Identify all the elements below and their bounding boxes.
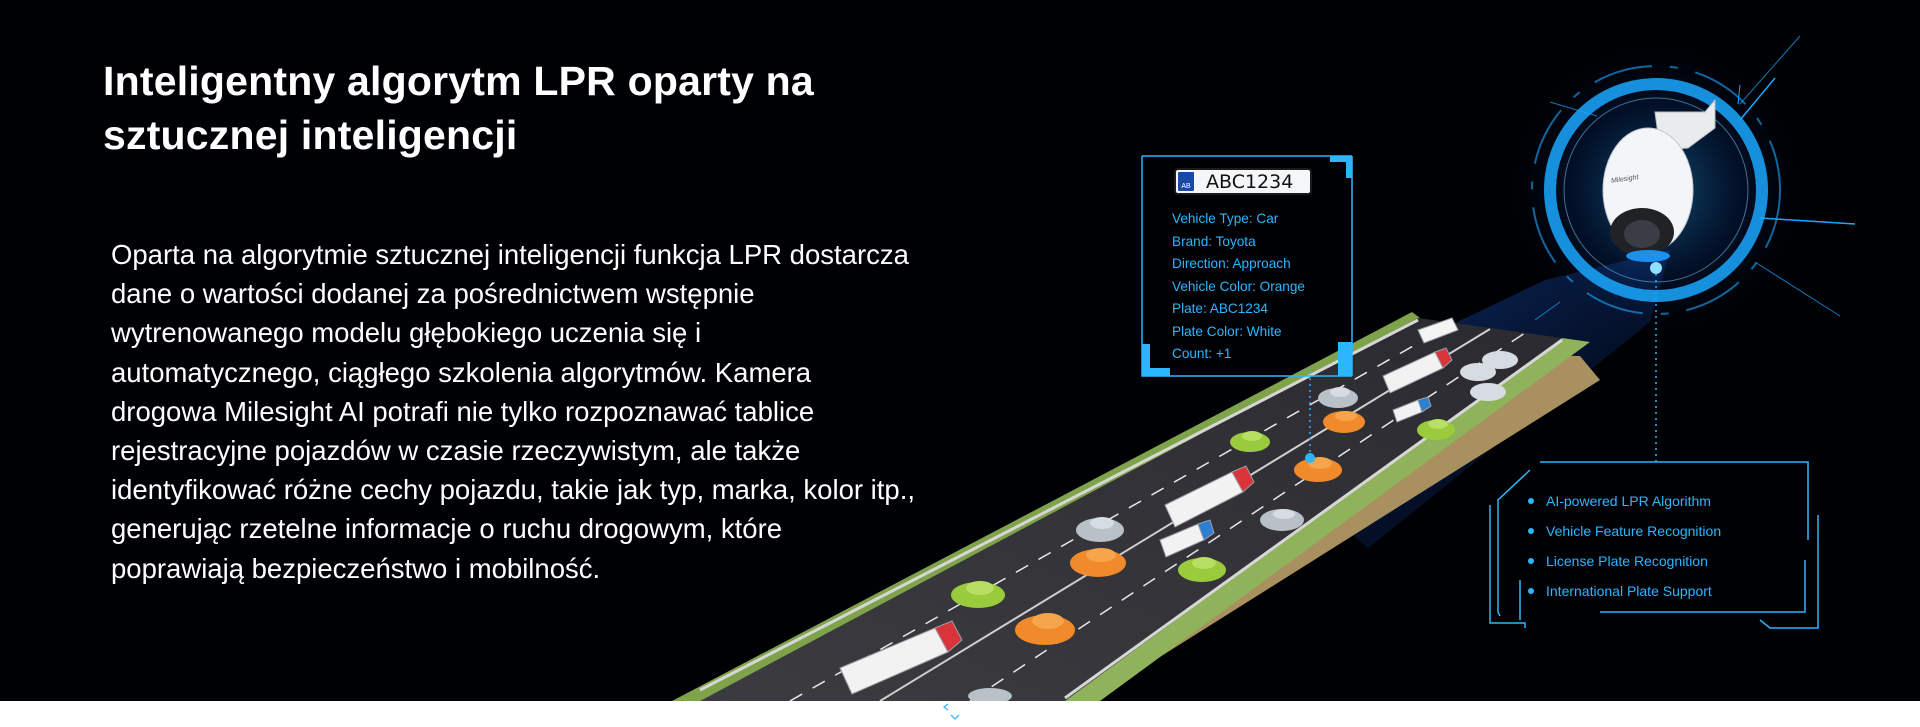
bullet-icon: [1528, 588, 1534, 594]
bullet-icon: [1528, 558, 1534, 564]
bullet-icon: [1528, 498, 1534, 504]
license-plate: [1174, 168, 1312, 195]
vehicle-attributes: [1172, 208, 1305, 366]
feature-item: AI-powered LPR Algorithm: [1546, 486, 1721, 516]
feature-item: International Plate Support: [1546, 576, 1721, 606]
feature-list-box: [1488, 462, 1808, 632]
feature-list: [1546, 486, 1721, 606]
attribute-count: Count: +1: [1172, 346, 1232, 361]
attribute-brand: Brand: Toyota: [1172, 233, 1256, 249]
attribute-vehicle-color: Vehicle Color: Orange: [1172, 278, 1305, 294]
feature-item: License Plate Recognition: [1546, 546, 1721, 576]
feature-item: Vehicle Feature Recognition: [1546, 516, 1721, 546]
attribute-direction: Direction: Approach: [1172, 256, 1291, 271]
camera-brand-logo: Milesight: [1610, 174, 1639, 185]
attribute-plate-color: Plate Color: White: [1172, 323, 1282, 339]
plate-number: ABC1234: [1206, 171, 1294, 193]
bullet-icon: [1528, 528, 1534, 534]
car: [1260, 509, 1304, 531]
chevron-down-icon[interactable]: [940, 698, 970, 722]
attribute-plate: Plate: ABC1234: [1172, 301, 1268, 316]
plate-country-badge: AB: [1178, 172, 1194, 191]
attribute-vehicle-type: Vehicle Type: Car: [1172, 211, 1279, 226]
car: [1323, 411, 1365, 433]
page-title: Inteligentny algorytm LPR oparty na sztucznej inteligencji: [103, 58, 814, 158]
vehicle-info-card: [1142, 156, 1352, 376]
hero-description: Oparta na algorytmie sztucznej inteligencji funkcja LPR dostarcza dane o wartości dodanej za pośrednictwem wstępnie wytrenowanego modelu głębokiego uczenia się i automatycznego, ciągłego szkolenia algorytmów. Kamera drogowa Milesight AI potrafi nie tylko rozpoznawać tablice rejestracyjne pojazdów w czasie rzeczywistym, ale także identyfikować różne cechy pojazdu, takie jak typ, marka, kolor itp., generując rzetelne informacje o ruchu drogowym, które poprawiają bezpieczeństwo i mobilność.: [111, 239, 915, 584]
